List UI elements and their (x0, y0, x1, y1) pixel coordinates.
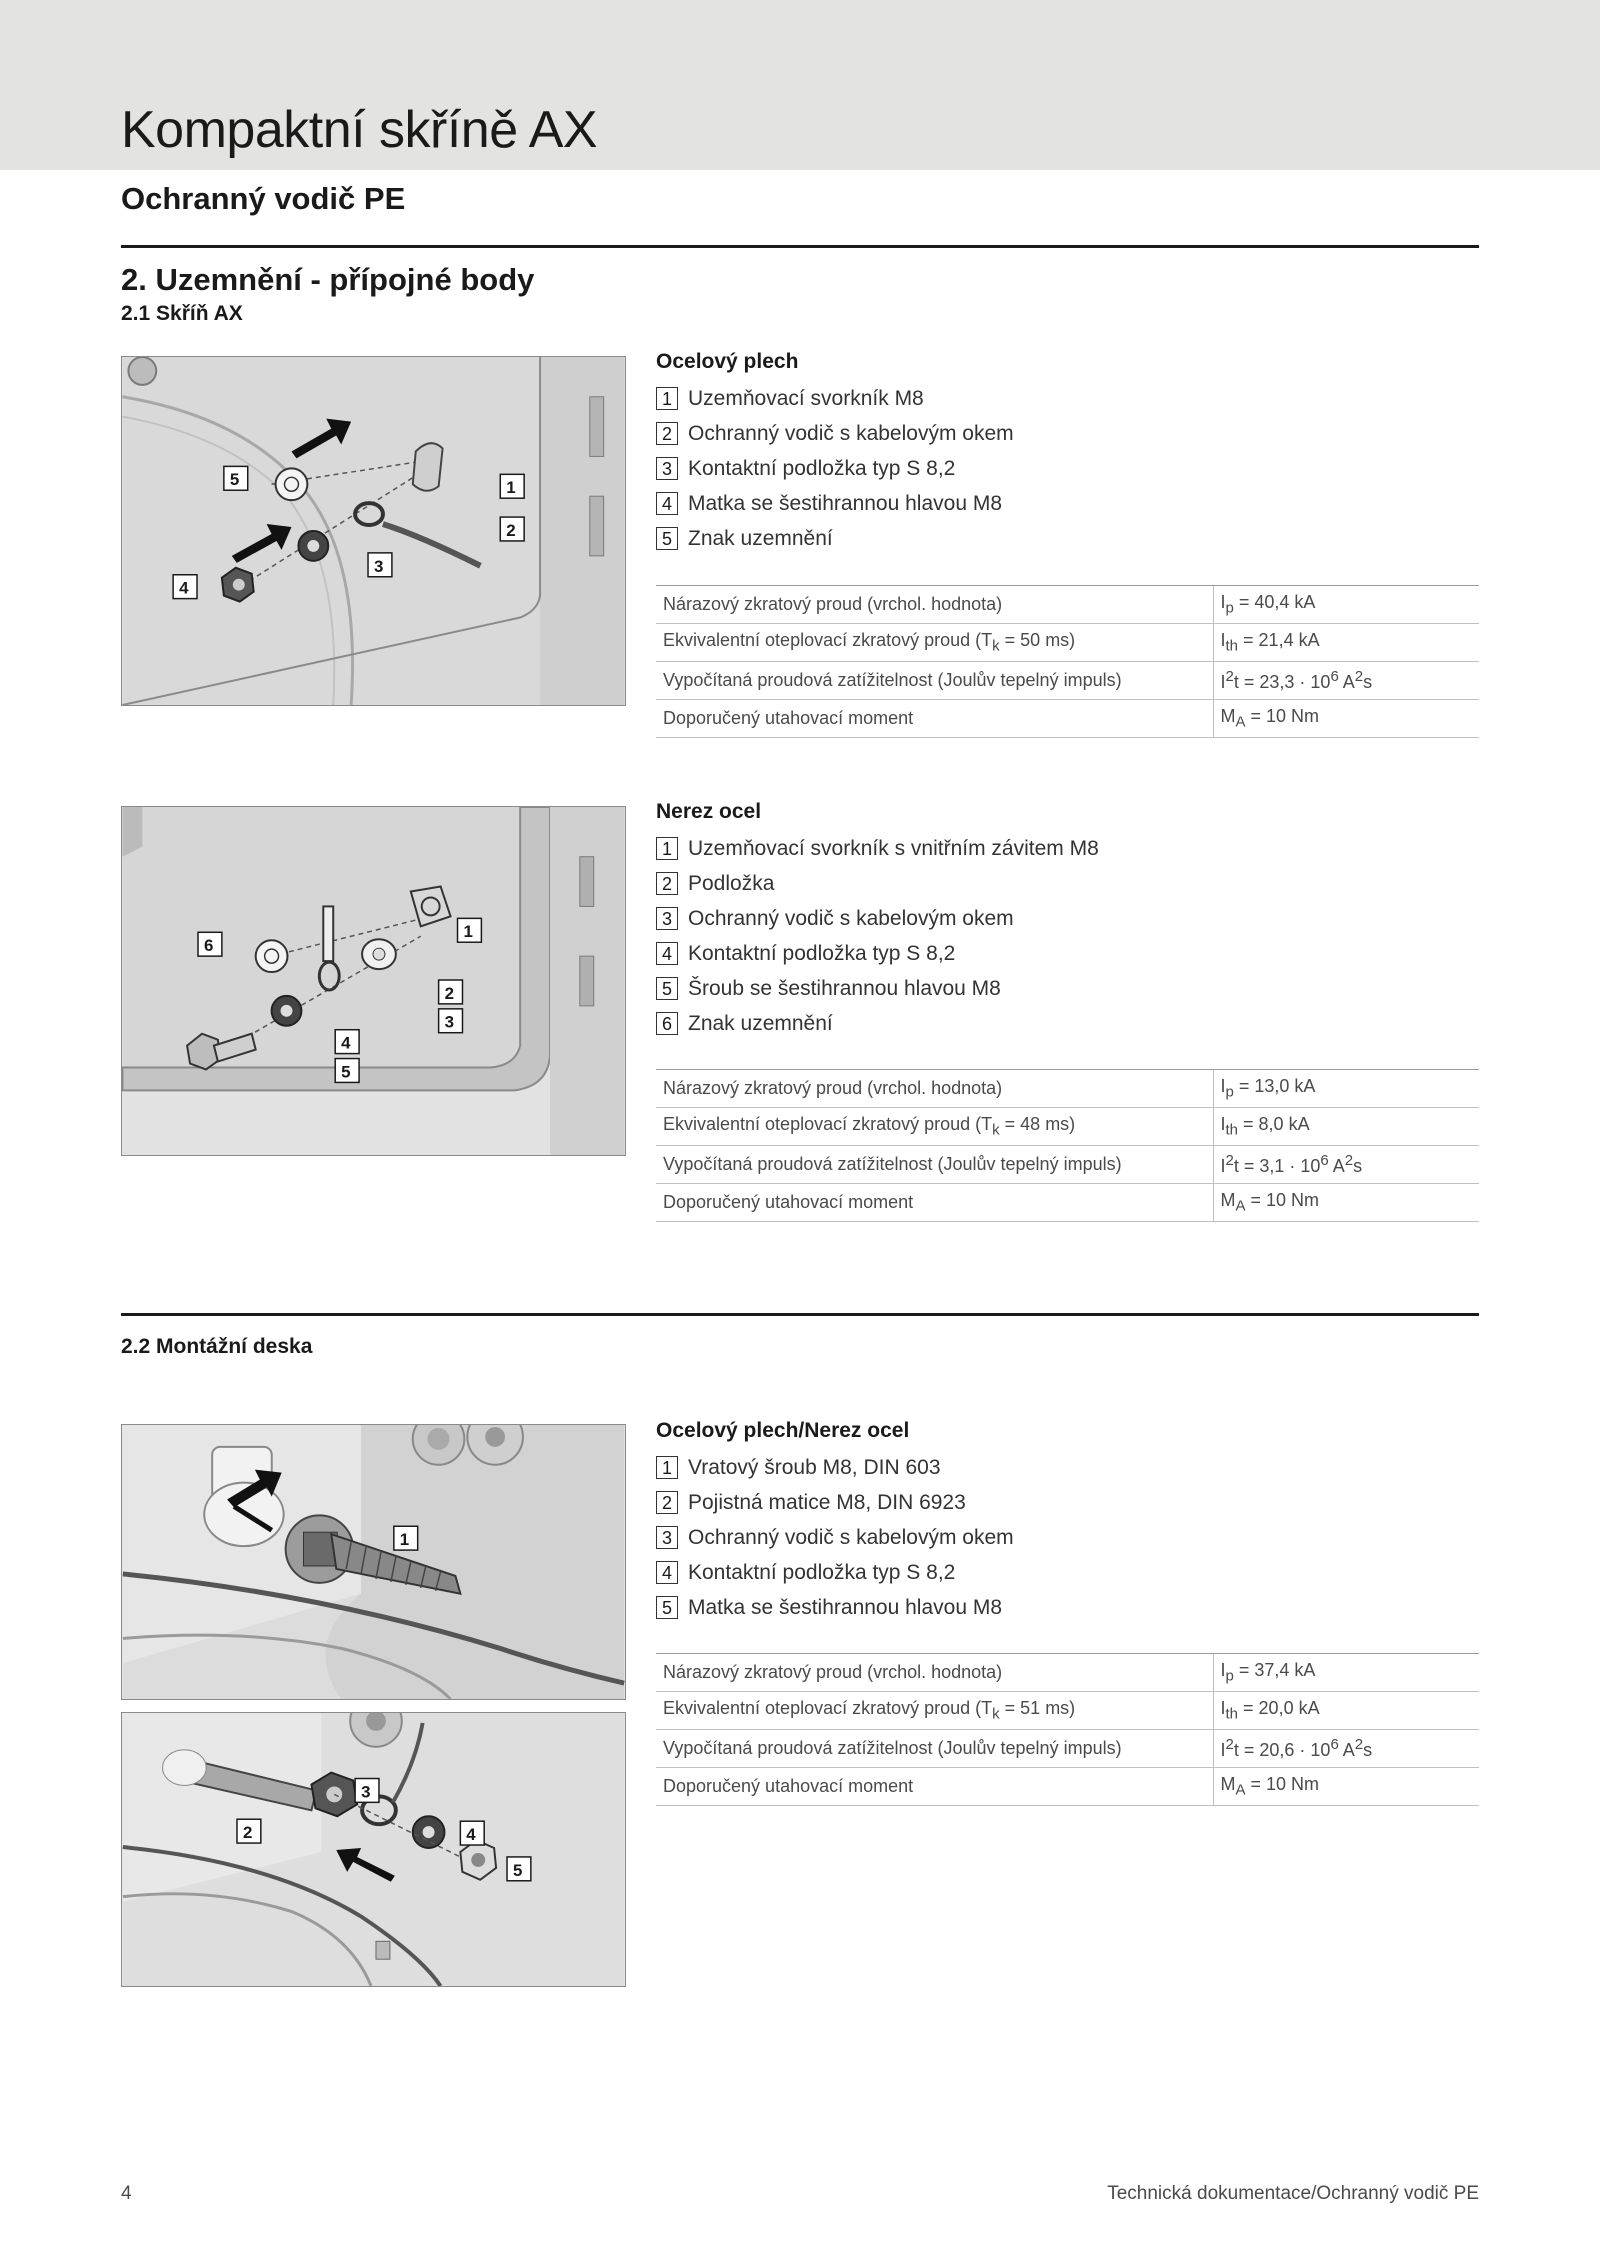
spec-row (656, 1070, 1479, 1108)
legend-number: 5 (656, 1596, 678, 1619)
spec-table-plate (656, 1653, 1479, 1806)
spec-row (656, 1768, 1479, 1806)
legend-item (656, 936, 1479, 971)
legend-text: Kontaktní podložka typ S 8,2 (688, 456, 956, 480)
legend-number: 1 (656, 837, 678, 860)
spec-label: Ekvivalentní oteplovací zkratový proud ($T_k = 50$ ms) (656, 624, 1213, 662)
legend-item (656, 1450, 1479, 1485)
legend-list (656, 1450, 1479, 1625)
spec-row (656, 1730, 1479, 1768)
legend-text: Šroub se šestihrannou hlavou M8 (688, 976, 1001, 1000)
callout-1: 1 (506, 478, 516, 498)
spec-value: $I_{th} = 20,0$ kA (1213, 1692, 1479, 1730)
legend-text: Ochranný vodič s kabelovým okem (688, 421, 1014, 445)
figure-stainless-enclosure-drawing (122, 807, 625, 1155)
spec-label: Doporučený utahovací moment (656, 1184, 1213, 1222)
legend-text: Znak uzemnění (688, 526, 833, 550)
legend-number: 2 (656, 422, 678, 445)
legend-number: 4 (656, 492, 678, 515)
subsection-title-skrin: 2.1 Skříň AX (121, 302, 243, 325)
callout-6: 6 (203, 936, 214, 956)
figure-mounting-bolt (121, 1424, 626, 1700)
legend-item (656, 486, 1479, 521)
legend-number: 2 (656, 1491, 678, 1514)
legend-number: 6 (656, 1012, 678, 1035)
legend-number: 1 (656, 1456, 678, 1479)
legend-text: Podložka (688, 871, 775, 895)
legend-number: 4 (656, 942, 678, 965)
legend-text: Znak uzemnění (688, 1011, 833, 1035)
legend-text: Vratový šroub M8, DIN 603 (688, 1455, 941, 1479)
legend-text: Ochranný vodič s kabelovým okem (688, 1525, 1014, 1549)
spec-value: $I_p = 13,0$ kA (1213, 1070, 1479, 1108)
divider-top (121, 245, 1479, 248)
legend-number: 3 (656, 907, 678, 930)
legend-text: Kontaktní podložka typ S 8,2 (688, 1560, 956, 1584)
figure-mounting-connection (121, 1712, 626, 1987)
callout-4: 4 (179, 578, 189, 598)
legend-item (656, 521, 1479, 556)
spec-value: $I_p = 37,4$ kA (1213, 1654, 1479, 1692)
legend-text: Uzemňovací svorkník M8 (688, 386, 924, 410)
spec-label: Doporučený utahovací moment (656, 1768, 1213, 1806)
spec-label: Vypočítaná proudová zatížitelnost (Joulův tepelný impuls) (656, 1730, 1213, 1768)
spec-table-steel (656, 585, 1479, 738)
block-heading: Ocelový plech (656, 350, 799, 373)
legend-item (656, 971, 1479, 1006)
legend-item (656, 866, 1479, 901)
page-subtitle: Ochranný vodič PE (121, 181, 406, 216)
spec-label: Ekvivalentní oteplovací zkratový proud ($T_k = 48$ ms) (656, 1108, 1213, 1146)
spec-row (656, 1108, 1479, 1146)
legend-text: Uzemňovací svorkník s vnitřním závitem M8 (688, 836, 1099, 860)
figure-steel-enclosure (121, 356, 626, 706)
spec-row (656, 700, 1479, 738)
legend-item (656, 416, 1479, 451)
legend-text: Matka se šestihrannou hlavou M8 (688, 1595, 1003, 1619)
legend-number: 3 (656, 1526, 678, 1549)
spec-row (656, 1146, 1479, 1184)
legend-block-plate (656, 1416, 1479, 1625)
legend-text: Pojistná matice M8, DIN 6923 (688, 1490, 966, 1514)
callout-1: 1 (399, 1530, 410, 1550)
callout-4: 4 (341, 1033, 351, 1053)
legend-item (656, 1006, 1479, 1041)
callout-2: 2 (444, 983, 454, 1003)
legend-item (656, 1520, 1479, 1555)
legend-item (656, 831, 1479, 866)
spec-label: Vypočítaná proudová zatížitelnost (Joulův tepelný impuls) (656, 662, 1213, 700)
spec-value: $I^2t = 20,6 \cdot 10^6$ $A^2s$ (1213, 1730, 1479, 1768)
figure-mounting-bolt-drawing (122, 1425, 625, 1699)
legend-number: 5 (656, 527, 678, 550)
figure-stainless-enclosure (121, 806, 626, 1156)
spec-row (656, 586, 1479, 624)
spec-value: $I_{th} = 8,0$ kA (1213, 1108, 1479, 1146)
callout-2: 2 (242, 1823, 253, 1843)
spec-label: Nárazový zkratový proud (vrchol. hodnota) (656, 1070, 1213, 1108)
legend-item (656, 451, 1479, 486)
legend-text: Kontaktní podložka typ S 8,2 (688, 941, 956, 965)
spec-label: Vypočítaná proudová zatížitelnost (Joulův tepelný impuls) (656, 1146, 1213, 1184)
spec-row (656, 1654, 1479, 1692)
spec-label: Doporučený utahovací moment (656, 700, 1213, 738)
callout-3: 3 (361, 1782, 371, 1802)
spec-value: $M_A = 10$ Nm (1213, 1768, 1479, 1806)
legend-item (656, 1485, 1479, 1520)
footer-document-name: Technická dokumentace/Ochranný vodič PE (1107, 2183, 1479, 2204)
section-title: 2. Uzemnění - přípojné body (121, 262, 535, 297)
page-number: 4 (121, 2183, 132, 2204)
block-heading: Nerez ocel (656, 800, 762, 823)
legend-text: Ochranný vodič s kabelovým okem (688, 906, 1014, 930)
legend-item (656, 381, 1479, 416)
subsection-title-deska: 2.2 Montážní deska (121, 1335, 313, 1358)
callout-2: 2 (506, 520, 516, 540)
block-heading: Ocelový plech/Nerez ocel (656, 1419, 910, 1442)
spec-table-stainless (656, 1069, 1479, 1222)
callout-5: 5 (229, 470, 240, 490)
legend-item (656, 901, 1479, 936)
callout-3: 3 (444, 1012, 454, 1032)
legend-number: 2 (656, 872, 678, 895)
figure-steel-enclosure-drawing (122, 357, 625, 705)
spec-value: $I^2t = 3,1 \cdot 10^6$ $A^2s$ (1213, 1146, 1479, 1184)
spec-row (656, 1184, 1479, 1222)
legend-block-steel (656, 347, 1479, 556)
spec-label: Nárazový zkratový proud (vrchol. hodnota) (656, 1654, 1213, 1692)
page-title: Kompaktní skříně AX (121, 101, 598, 159)
figure-mounting-connection-drawing (122, 1713, 625, 1986)
spec-value: $M_A = 10$ Nm (1213, 700, 1479, 738)
spec-value: $I_p = 40,4$ kA (1213, 586, 1479, 624)
callout-5: 5 (341, 1062, 351, 1082)
callout-4: 4 (466, 1825, 476, 1845)
legend-number: 5 (656, 977, 678, 1000)
divider-middle (121, 1313, 1479, 1316)
legend-text: Matka se šestihrannou hlavou M8 (688, 491, 1003, 515)
spec-label: Ekvivalentní oteplovací zkratový proud ($T_k = 51$ ms) (656, 1692, 1213, 1730)
callout-1: 1 (463, 922, 473, 942)
spec-value: $M_A = 10$ Nm (1213, 1184, 1479, 1222)
legend-number: 1 (656, 387, 678, 410)
legend-item (656, 1590, 1479, 1625)
spec-row (656, 1692, 1479, 1730)
legend-list (656, 831, 1479, 1041)
spec-row (656, 662, 1479, 700)
spec-value: $I_{th} = 21,4$ kA (1213, 624, 1479, 662)
legend-list (656, 381, 1479, 556)
callout-3: 3 (373, 556, 384, 576)
spec-value: $I^2t = 23,3 \cdot 10^6$ $A^2s$ (1213, 662, 1479, 700)
legend-number: 4 (656, 1561, 678, 1584)
spec-label: Nárazový zkratový proud (vrchol. hodnota) (656, 586, 1213, 624)
callout-5: 5 (512, 1860, 523, 1880)
legend-item (656, 1555, 1479, 1590)
legend-number: 3 (656, 457, 678, 480)
legend-block-stainless (656, 797, 1479, 1041)
spec-row (656, 624, 1479, 662)
